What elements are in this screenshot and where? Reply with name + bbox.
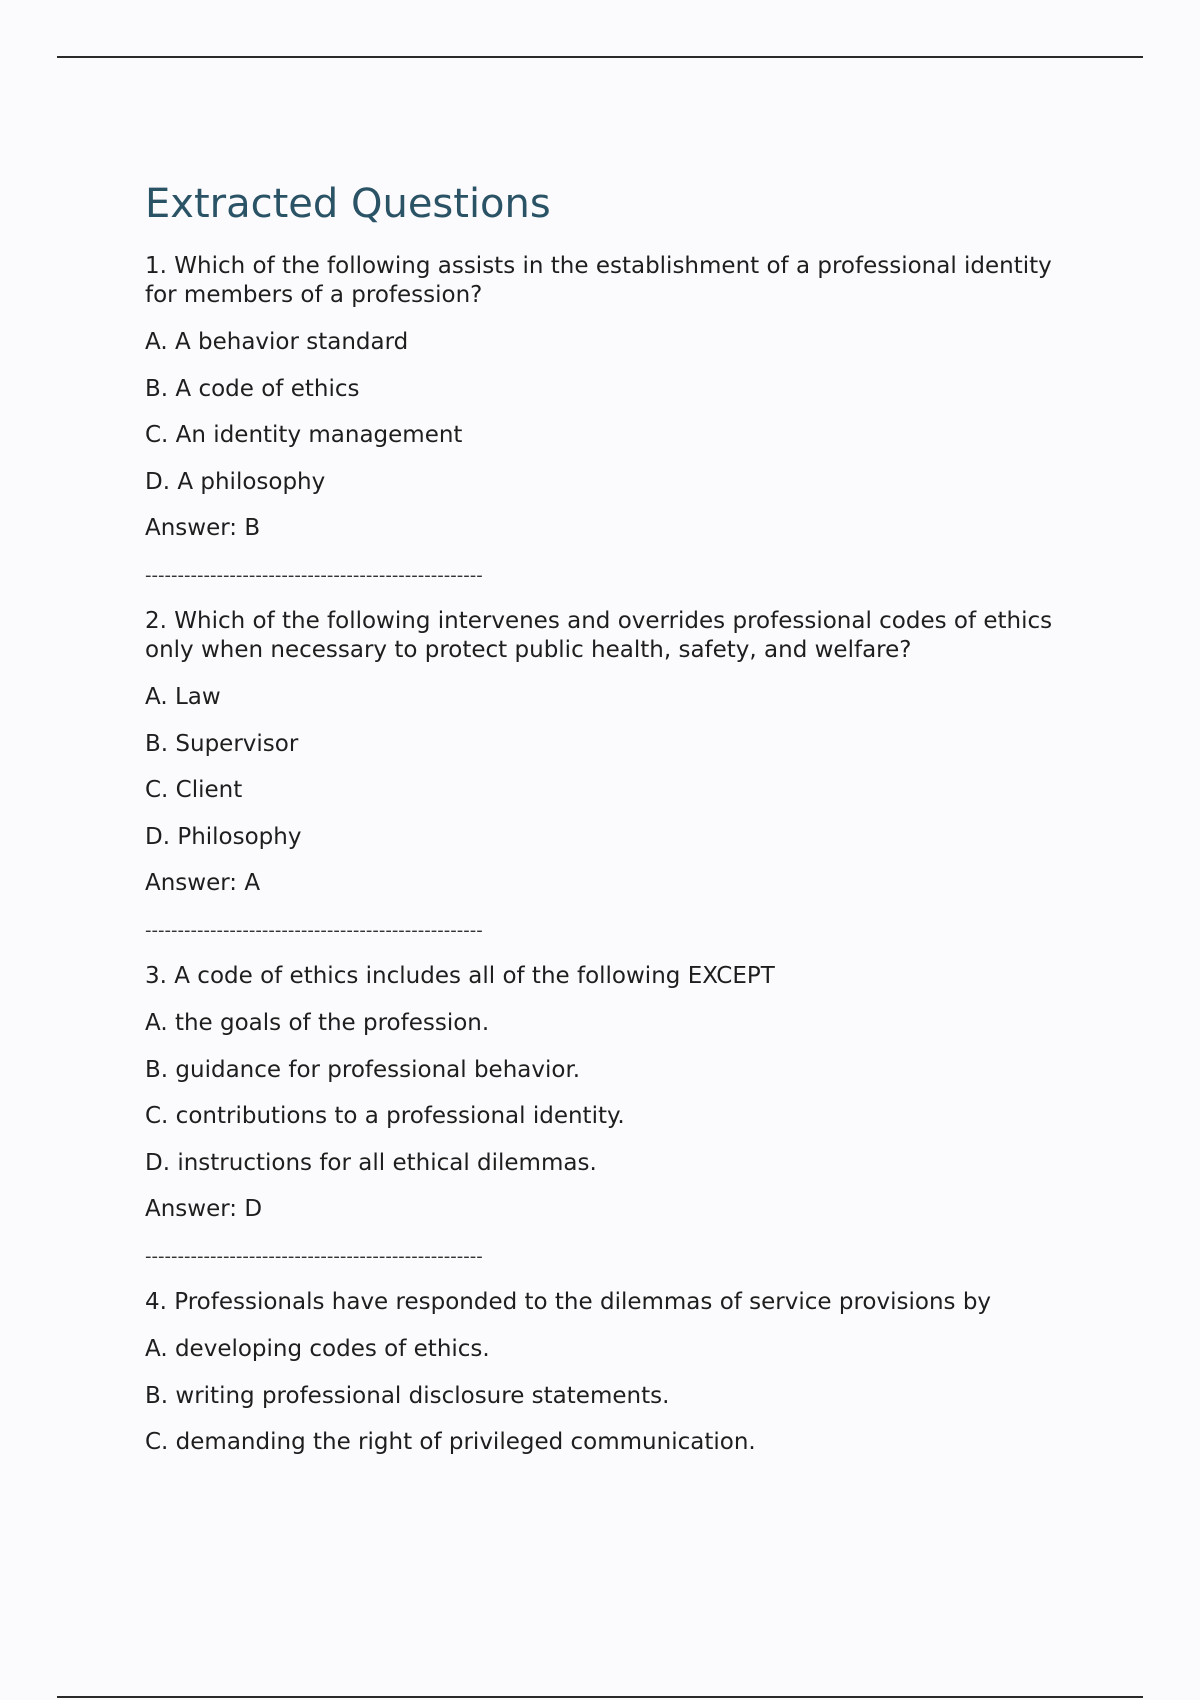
document-body (145, 178, 1085, 1475)
footer-rule (57, 1696, 1143, 1698)
option-c: C. contributions to a professional identity. (145, 1103, 625, 1129)
answer-line: Answer: A (145, 870, 261, 896)
option-b: B. A code of ethics (145, 375, 360, 402)
header-rule (57, 56, 1143, 58)
question-block-4 (145, 1288, 1085, 1457)
question-block-1 (145, 252, 1085, 543)
option-d: D. Philosophy (145, 823, 302, 850)
question-text: 3. A code of ethics includes all of the following EXCEPT (145, 963, 775, 989)
option-b: B. Supervisor (145, 730, 299, 757)
page-title: Extracted Questions (145, 181, 551, 227)
option-b: B. writing professional disclosure statements. (145, 1382, 670, 1409)
separator: ---------------------------------------------------- (145, 564, 483, 586)
question-text: 4. Professionals have responded to the dilemmas of service provisions by (145, 1289, 992, 1315)
question-block-2 (145, 607, 1085, 898)
option-a: A. A behavior standard (145, 329, 409, 355)
option-c: C. demanding the right of privileged communication. (145, 1429, 756, 1455)
question-block-3 (145, 962, 1085, 1224)
option-a: A. developing codes of ethics. (145, 1336, 490, 1362)
option-c: C. An identity management (145, 422, 463, 448)
separator: ---------------------------------------------------- (145, 1245, 483, 1267)
option-c: C. Client (145, 777, 243, 803)
answer-line: Answer: D (145, 1196, 263, 1222)
option-d: D. instructions for all ethical dilemmas. (145, 1149, 597, 1176)
option-b: B. guidance for professional behavior. (145, 1056, 581, 1083)
question-text: 2. Which of the following intervenes and overrides professional codes of ethics only when necessary to protect public health, safety, and welfare? (145, 608, 1053, 663)
question-text: 1. Which of the following assists in the establishment of a professional identity for members of a profession? (145, 253, 1052, 308)
option-a: A. Law (145, 684, 221, 710)
separator: ---------------------------------------------------- (145, 919, 483, 941)
option-d: D. A philosophy (145, 468, 326, 495)
answer-line: Answer: B (145, 515, 261, 541)
option-a: A. the goals of the profession. (145, 1010, 490, 1036)
